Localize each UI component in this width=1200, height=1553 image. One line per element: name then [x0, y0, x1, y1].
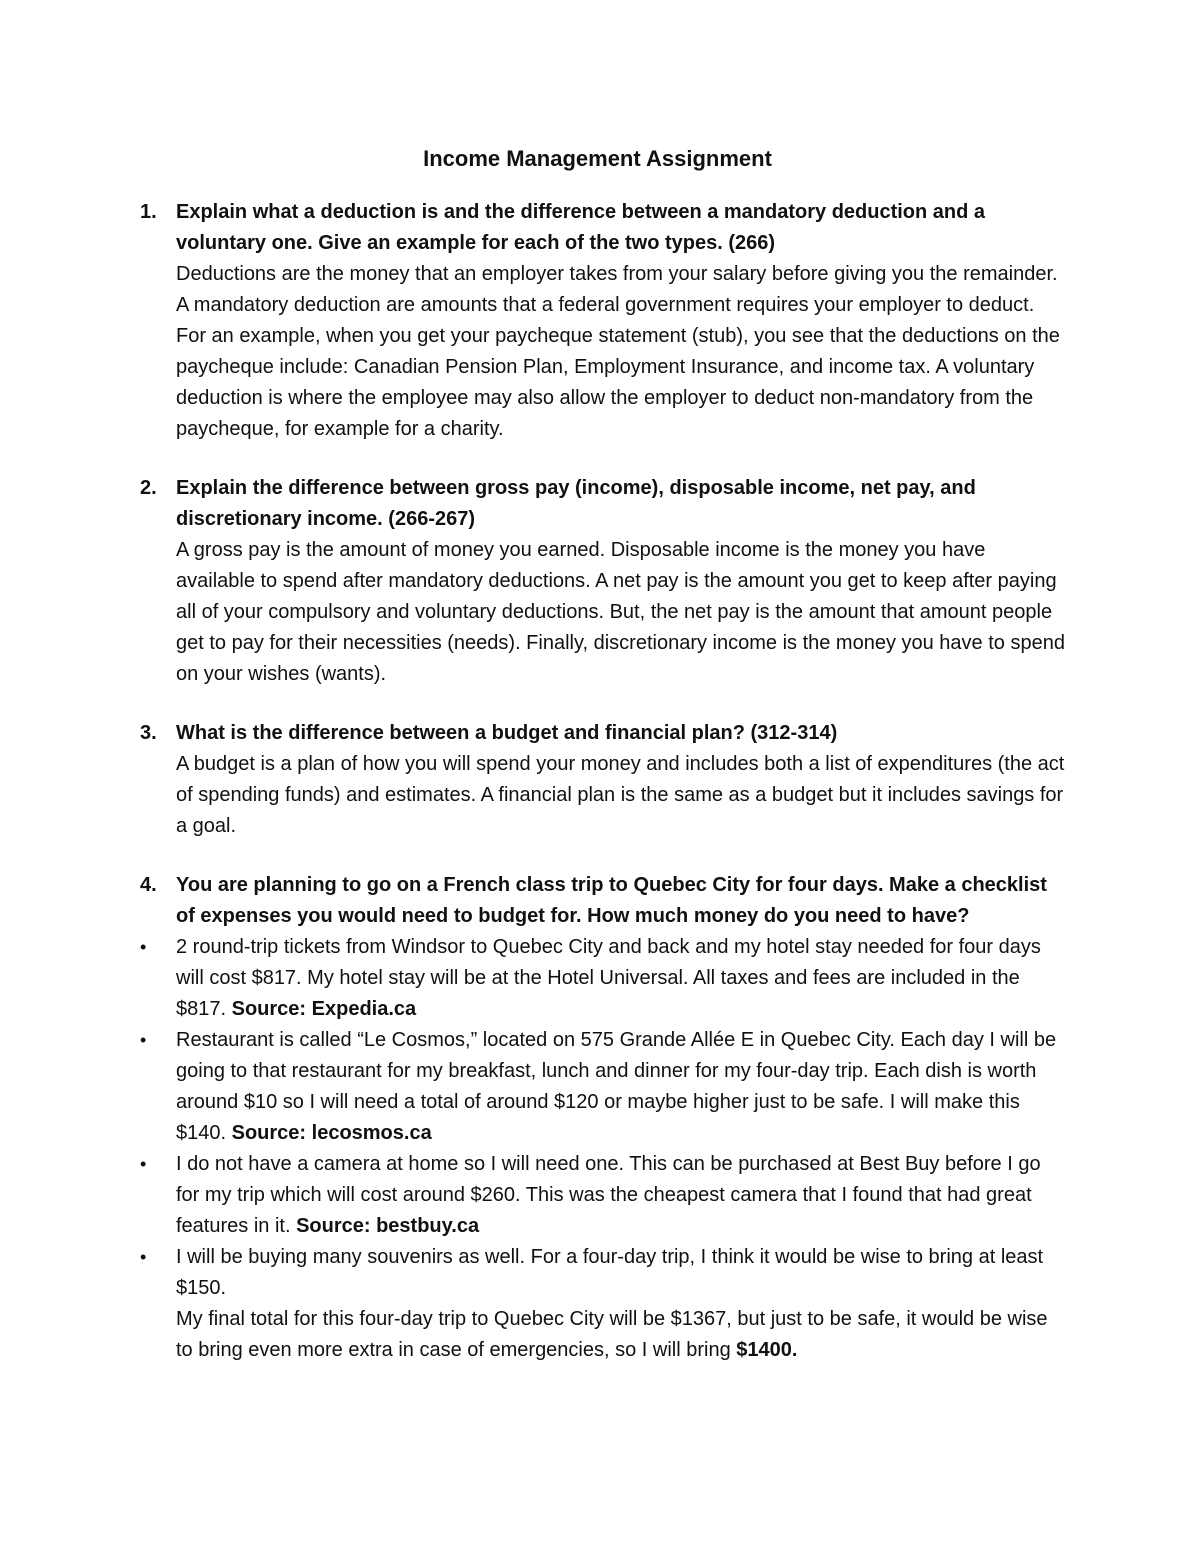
expense-text: Restaurant is called “Le Cosmos,” located on 575 Grande Allée E in Quebec City. Each day I will be going to that restaurant for my breakfast, lunch and dinner for my four-day trip. Each dish is worth around $10 so I will need a total of around $120 or maybe higher just to be safe. I will make this $140. [176, 1029, 1057, 1144]
list-item [140, 1242, 1065, 1366]
question-prompt: You are planning to go on a French class trip to Quebec City for four days. Make a checklist of expenses you would need to budget for. How much money do you need to have? [176, 874, 1047, 927]
source-value: bestbuy.ca [370, 1215, 480, 1237]
document-page [140, 143, 1065, 1366]
expense-text: I will be buying many souvenirs as well. For a four-day trip, I think it would be wise to bring at least $150. [176, 1246, 1044, 1299]
source-label: Source: [231, 1122, 307, 1144]
question-number: 1. [140, 201, 157, 223]
source-label: Source: [296, 1215, 371, 1237]
question-3 [140, 718, 1065, 842]
list-item [140, 1025, 1065, 1149]
list-item [140, 1149, 1065, 1242]
closing-paragraph [176, 1304, 1065, 1366]
question-prompt: What is the difference between a budget and financial plan? (312-314) [176, 722, 838, 744]
question-number: 3. [140, 722, 157, 744]
question-4 [140, 870, 1065, 1366]
question-answer: Deductions are the money that an employer takes from your salary before giving you the remainder. A mandatory deduction are amounts that a federal government requires your employer to deduct. For an example, when you get your paycheque statement (stub), you see that the deductions on the paycheque include: Canadian Pension Plan, Employment Insurance, and income tax. A voluntary deduction is where the employee may also allow the employer to deduct non-mandatory from the paycheque, for example for a charity. [176, 263, 1060, 440]
question-prompt: Explain what a deduction is and the difference between a mandatory deduction and a voluntary one. Give an example for each of the two types. (266) [176, 201, 986, 254]
source-value: Expedia.ca [306, 998, 417, 1020]
bullet-icon: • [140, 1154, 147, 1174]
closing-text: My final total for this four-day trip to Quebec City will be $1367, but just to be safe, it would be wise to bring even more extra in case of emergencies, so I will bring [176, 1308, 1048, 1361]
expense-text: 2 round-trip tickets from Windsor to Quebec City and back and my hotel stay needed for four days will cost $817. My hotel stay will be at the Hotel Universal. All taxes and fees are included in the $817. [176, 936, 1041, 1020]
bullet-icon: • [140, 937, 147, 957]
page-title: Income Management Assignment [423, 146, 772, 171]
expense-checklist [140, 932, 1065, 1366]
closing-amount: $1400. [736, 1339, 798, 1361]
question-answer: A budget is a plan of how you will spend your money and includes both a list of expenditures (the act of spending funds) and estimates. A financial plan is the same as a budget but it includes savings for a goal. [176, 753, 1065, 837]
question-prompt: Explain the difference between gross pay (income), disposable income, net pay, and discretionary income. (266-267) [176, 477, 976, 530]
list-item [140, 932, 1065, 1025]
source-value: lecosmos.ca [306, 1122, 432, 1144]
question-number: 2. [140, 477, 157, 499]
source-label: Source: [231, 998, 307, 1020]
expense-text: I do not have a camera at home so I will need one. This can be purchased at Best Buy before I go for my trip which will cost around $260. This was the cheapest camera that I found that had great features in it. [176, 1153, 1041, 1237]
question-number: 4. [140, 874, 157, 896]
bullet-icon: • [140, 1030, 147, 1050]
bullet-icon: • [140, 1247, 147, 1267]
question-2 [140, 473, 1065, 690]
question-1 [140, 197, 1065, 445]
question-answer: A gross pay is the amount of money you earned. Disposable income is the money you have available to spend after mandatory deductions. A net pay is the amount you get to keep after paying all of your compulsory and voluntary deductions. But, the net pay is the amount that amount people get to pay for their necessities (needs). Finally, discretionary income is the money you have to spend on your wishes (wants). [176, 539, 1065, 685]
